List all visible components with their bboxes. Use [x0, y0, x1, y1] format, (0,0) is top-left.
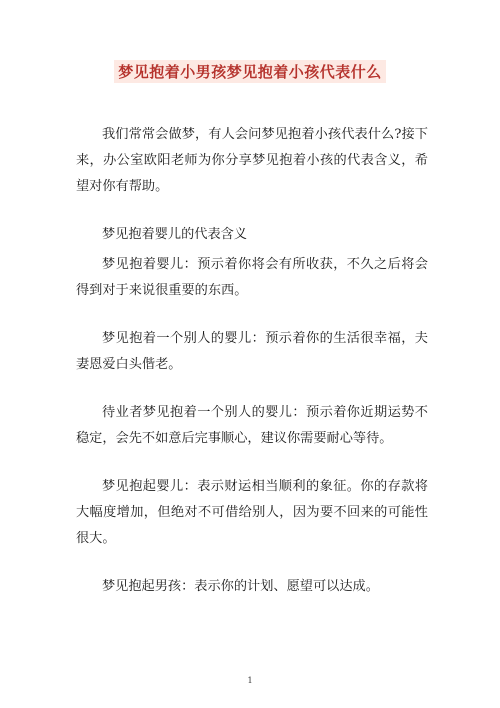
paragraph-lifting-boy: 梦见抱起男孩：表示你的计划、愿望可以达成。	[102, 579, 379, 594]
paragraph-intro: 我们常常会做梦，有人会问梦见抱着小孩代表什么?接下来，办公室欧阳老师为你分享梦见抱着小孩的代表含义，希望对你有帮助。	[76, 127, 428, 194]
document-body	[76, 122, 428, 600]
section-heading: 梦见抱着婴儿的代表含义	[102, 227, 248, 242]
paragraph-lifting-baby: 梦见抱起婴儿：表示财运相当顺利的象征。你的存款将大幅度增加，但绝对不可借给别人，因为要不回来的可能性很大。	[76, 479, 428, 546]
paragraph-holding-other-baby: 梦见抱着一个别人的婴儿：预示着你的生活很幸福，夫妻恩爱白头偕老。	[76, 331, 428, 372]
paragraph-unemployed-dream: 待业者梦见抱着一个别人的婴儿：预示着你近期运势不稳定，会先不如意后完事顺心，建议你需要耐心等待。	[76, 405, 428, 446]
paragraph-holding-baby: 梦见抱着婴儿：预示着你将会有所收获，不久之后将会得到对于来说很重要的东西。	[76, 257, 428, 298]
document-title-text: 梦见抱着小男孩梦见抱着小孩代表什么	[114, 60, 386, 83]
page-number: 1	[247, 676, 253, 685]
document-title	[0, 60, 500, 83]
